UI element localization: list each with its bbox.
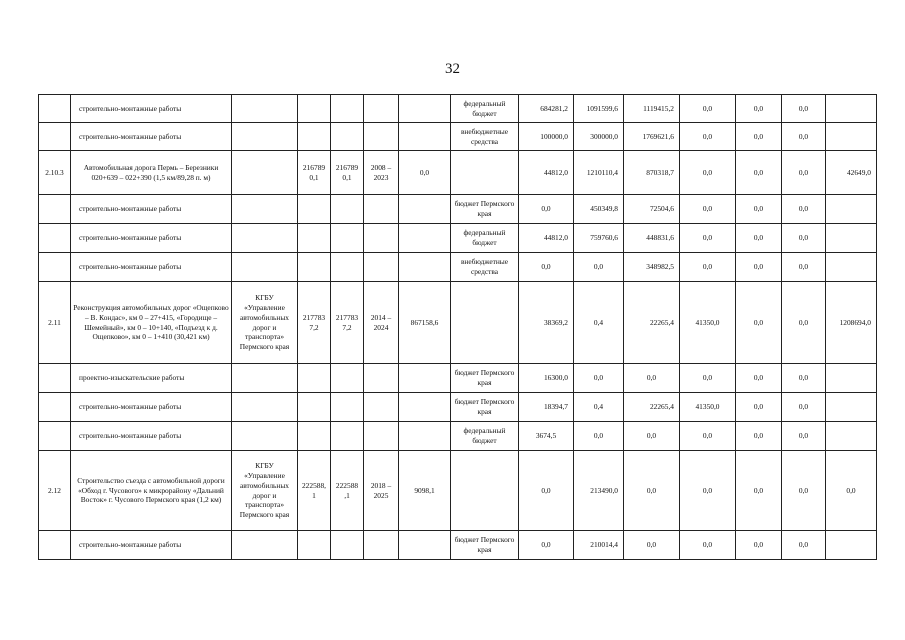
value-cell: 0,0 bbox=[782, 123, 826, 151]
work-type-cell: строительно-монтажные работы bbox=[71, 195, 232, 224]
value-cell: 18394,7 bbox=[519, 393, 574, 422]
funding-source-cell: федеральный бюджет bbox=[451, 95, 519, 123]
value-cell: 42649,0 bbox=[826, 151, 877, 195]
value-cell: 0,0 bbox=[519, 451, 574, 531]
code-cell: 216789 0,1 bbox=[331, 151, 364, 195]
value-cell: 0,0 bbox=[680, 253, 736, 282]
value-cell: 0,0 bbox=[736, 95, 782, 123]
code-cell: 217783 7,2 bbox=[298, 282, 331, 364]
value-cell: 0,0 bbox=[680, 531, 736, 560]
value-cell: 348982,5 bbox=[624, 253, 680, 282]
value-cell: 0,0 bbox=[782, 451, 826, 531]
value-cell: 300000,0 bbox=[574, 123, 624, 151]
value-cell: 0,0 bbox=[782, 364, 826, 393]
value-cell: 72504,6 bbox=[624, 195, 680, 224]
funding-source-cell: федеральный бюджет bbox=[451, 422, 519, 451]
work-type-cell: строительно-монтажные работы bbox=[71, 422, 232, 451]
value-cell: 41350,0 bbox=[680, 393, 736, 422]
value-cell: 0,0 bbox=[680, 224, 736, 253]
value-cell: 0,0 bbox=[736, 422, 782, 451]
value-cell: 3674,5 bbox=[519, 422, 574, 451]
value-cell: 0,0 bbox=[624, 422, 680, 451]
value-cell: 44812,0 bbox=[519, 224, 574, 253]
executor-cell: КГБУ «Управление автомобильных дорог и транспорта» Пермского края bbox=[232, 451, 298, 531]
code-cell: 217783 7,2 bbox=[331, 282, 364, 364]
value-cell: 0,0 bbox=[624, 451, 680, 531]
executor-cell: КГБУ «Управление автомобильных дорог и транспорта» Пермского края bbox=[232, 282, 298, 364]
value-cell: 0,0 bbox=[736, 451, 782, 531]
cost-cell: 0,0 bbox=[399, 151, 451, 195]
object-name: Реконструкция автомобильных дорог «Ощепково – В. Кондас», км 0 – 27+415, «Городище – Шемейный», км 0 – 10+140, «Подъезд к д. Ощепково», км 0 – 1+410 (30,421 км) bbox=[71, 282, 232, 364]
item-number: 2.11 bbox=[39, 282, 71, 364]
value-cell: 0,0 bbox=[680, 422, 736, 451]
value-cell: 0,0 bbox=[680, 364, 736, 393]
table-row bbox=[39, 253, 877, 282]
value-cell: 0,0 bbox=[736, 123, 782, 151]
value-cell: 0,0 bbox=[624, 531, 680, 560]
value-cell: 0,0 bbox=[736, 151, 782, 195]
budget-table bbox=[38, 94, 877, 560]
value-cell: 0,0 bbox=[680, 195, 736, 224]
value-cell: 0,0 bbox=[680, 151, 736, 195]
value-cell: 0,0 bbox=[624, 364, 680, 393]
value-cell: 0,0 bbox=[736, 253, 782, 282]
value-cell: 0,4 bbox=[574, 282, 624, 364]
value-cell: 38369,2 bbox=[519, 282, 574, 364]
funding-source-cell: бюджет Пермского края bbox=[451, 393, 519, 422]
table-row bbox=[39, 451, 877, 531]
value-cell: 41350,0 bbox=[680, 282, 736, 364]
value-cell: 0,0 bbox=[826, 451, 877, 531]
value-cell: 0,4 bbox=[574, 393, 624, 422]
value-cell: 0,0 bbox=[519, 195, 574, 224]
table-row bbox=[39, 151, 877, 195]
funding-source-cell: внебюджетные средства bbox=[451, 253, 519, 282]
value-cell: 1208694,0 bbox=[826, 282, 877, 364]
value-cell: 0,0 bbox=[519, 531, 574, 560]
value-cell: 759760,6 bbox=[574, 224, 624, 253]
value-cell: 0,0 bbox=[736, 531, 782, 560]
value-cell: 0,0 bbox=[782, 282, 826, 364]
value-cell: 213490,0 bbox=[574, 451, 624, 531]
value-cell: 0,0 bbox=[736, 224, 782, 253]
value-cell: 0,0 bbox=[782, 393, 826, 422]
work-type-cell: строительно-монтажные работы bbox=[71, 253, 232, 282]
table-row bbox=[39, 393, 877, 422]
object-name: Строительство съезда с автомобильной дороги «Обход г. Чусового» к микрорайону «Дальний Восток» г. Чусового Пермского края (1,2 км) bbox=[71, 451, 232, 531]
work-type-cell: проектно-изыскательские работы bbox=[71, 364, 232, 393]
value-cell: 1769621,6 bbox=[624, 123, 680, 151]
value-cell: 1210110,4 bbox=[574, 151, 624, 195]
work-type-cell: строительно-монтажные работы bbox=[71, 123, 232, 151]
table-row bbox=[39, 364, 877, 393]
funding-source-cell: бюджет Пермского края bbox=[451, 195, 519, 224]
funding-source-cell: внебюджетные средства bbox=[451, 123, 519, 151]
value-cell: 0,0 bbox=[680, 95, 736, 123]
value-cell: 0,0 bbox=[736, 282, 782, 364]
value-cell: 16300,0 bbox=[519, 364, 574, 393]
value-cell: 450349,8 bbox=[574, 195, 624, 224]
code-cell: 216789 0,1 bbox=[298, 151, 331, 195]
value-cell: 100000,0 bbox=[519, 123, 574, 151]
table-row bbox=[39, 422, 877, 451]
table-row bbox=[39, 224, 877, 253]
value-cell: 0,0 bbox=[574, 364, 624, 393]
value-cell: 22265,4 bbox=[624, 393, 680, 422]
value-cell: 0,0 bbox=[782, 531, 826, 560]
value-cell: 0,0 bbox=[782, 195, 826, 224]
work-type-cell: строительно-монтажные работы bbox=[71, 95, 232, 123]
funding-source-cell: бюджет Пермского края bbox=[451, 531, 519, 560]
cost-cell: 9098,1 bbox=[399, 451, 451, 531]
table-row bbox=[39, 531, 877, 560]
value-cell: 0,0 bbox=[736, 393, 782, 422]
value-cell: 0,0 bbox=[574, 253, 624, 282]
item-number: 2.10.3 bbox=[39, 151, 71, 195]
value-cell: 1119415,2 bbox=[624, 95, 680, 123]
table-row bbox=[39, 123, 877, 151]
item-number: 2.12 bbox=[39, 451, 71, 531]
value-cell: 1091599,6 bbox=[574, 95, 624, 123]
value-cell: 0,0 bbox=[574, 422, 624, 451]
value-cell: 0,0 bbox=[782, 95, 826, 123]
cost-cell: 867158,6 bbox=[399, 282, 451, 364]
code-cell: 222588 ,1 bbox=[331, 451, 364, 531]
object-name: Автомобильная дорога Пермь – Березники 020+639 – 022+390 (1,5 км/89,28 п. м) bbox=[71, 151, 232, 195]
work-type-cell: строительно-монтажные работы bbox=[71, 531, 232, 560]
value-cell: 0,0 bbox=[680, 123, 736, 151]
work-type-cell: строительно-монтажные работы bbox=[71, 224, 232, 253]
value-cell: 0,0 bbox=[782, 151, 826, 195]
value-cell: 44812,0 bbox=[519, 151, 574, 195]
value-cell: 0,0 bbox=[782, 422, 826, 451]
value-cell: 0,0 bbox=[782, 224, 826, 253]
page-number: 32 bbox=[445, 61, 460, 77]
value-cell: 210014,4 bbox=[574, 531, 624, 560]
funding-source-cell: бюджет Пермского края bbox=[451, 364, 519, 393]
code-cell: 222588, 1 bbox=[298, 451, 331, 531]
value-cell: 0,0 bbox=[680, 451, 736, 531]
value-cell: 0,0 bbox=[736, 195, 782, 224]
value-cell: 0,0 bbox=[519, 253, 574, 282]
value-cell: 684281,2 bbox=[519, 95, 574, 123]
period-cell: 2008 – 2023 bbox=[364, 151, 399, 195]
table-row bbox=[39, 195, 877, 224]
period-cell: 2014 – 2024 bbox=[364, 282, 399, 364]
value-cell: 870318,7 bbox=[624, 151, 680, 195]
value-cell: 448831,6 bbox=[624, 224, 680, 253]
period-cell: 2018 – 2025 bbox=[364, 451, 399, 531]
work-type-cell: строительно-монтажные работы bbox=[71, 393, 232, 422]
table-row bbox=[39, 95, 877, 123]
value-cell: 22265,4 bbox=[624, 282, 680, 364]
funding-source-cell: федеральный бюджет bbox=[451, 224, 519, 253]
value-cell: 0,0 bbox=[736, 364, 782, 393]
table-row bbox=[39, 282, 877, 364]
value-cell: 0,0 bbox=[782, 253, 826, 282]
